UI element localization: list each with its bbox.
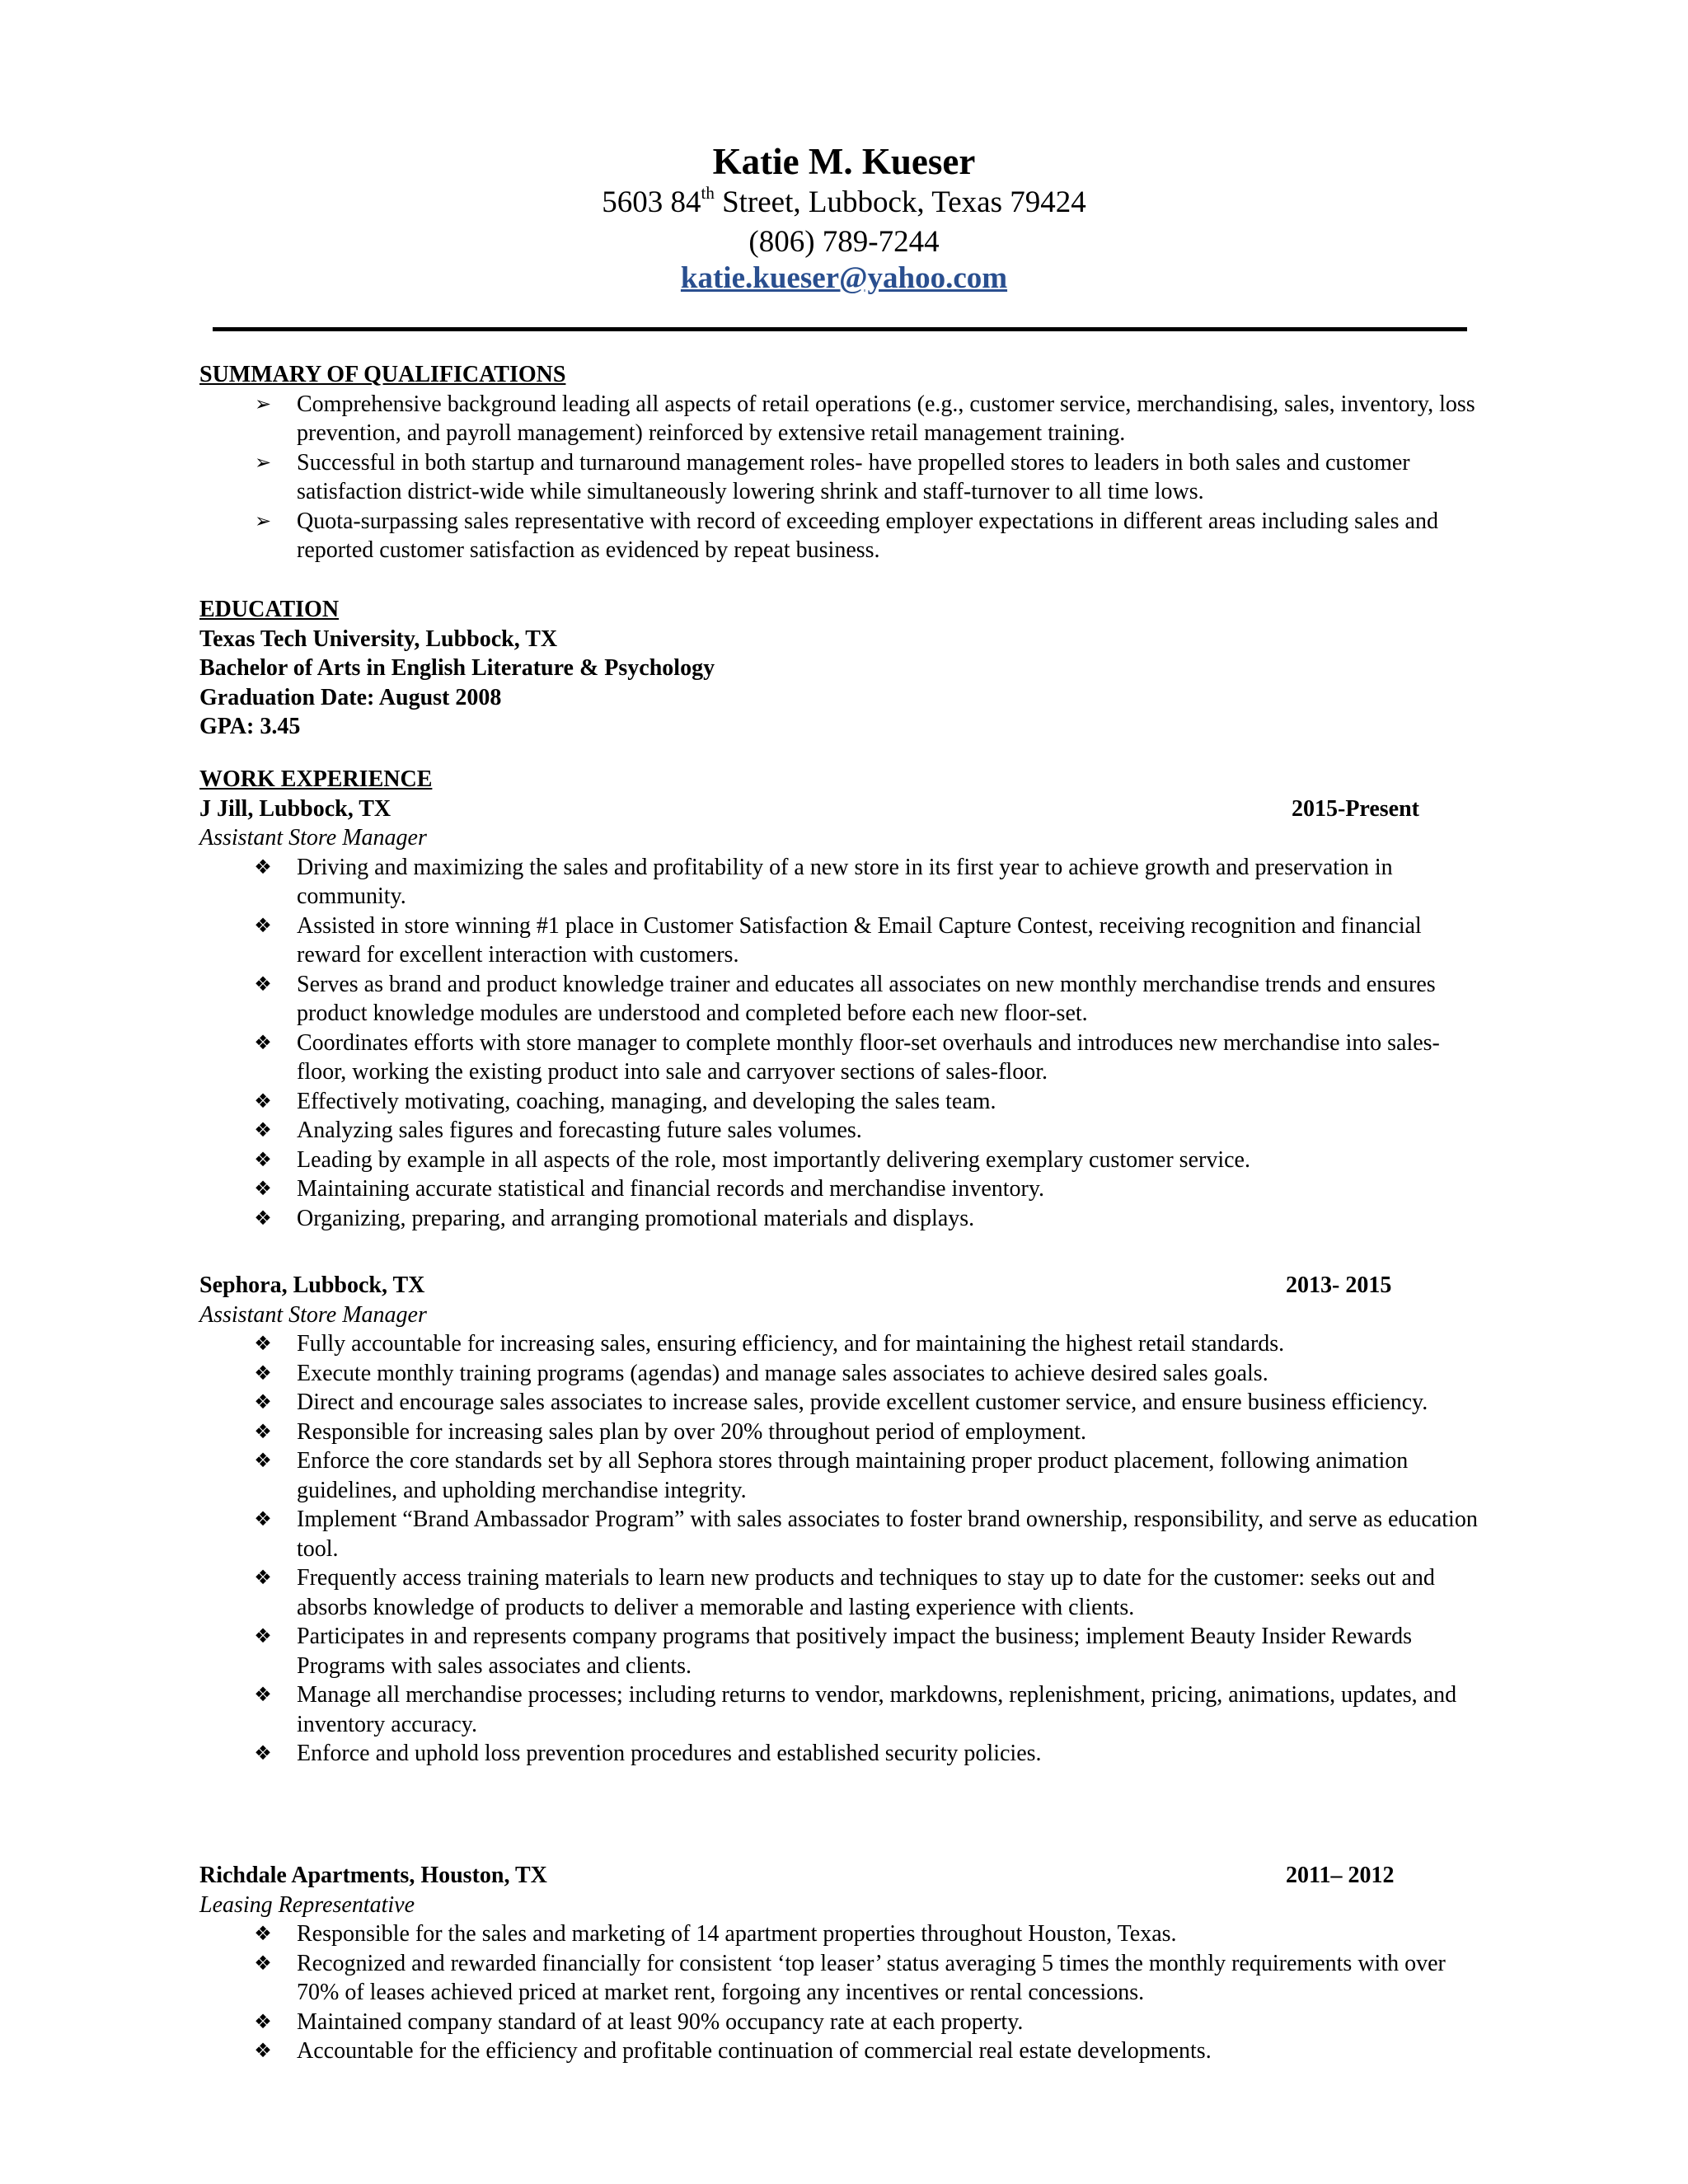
diamond-bullet-icon: ❖ — [254, 1624, 272, 1647]
address — [0, 185, 1688, 224]
work-section — [199, 765, 1485, 1233]
job-entry-richdale — [199, 1861, 1485, 2066]
employer-name: J Jill, Lubbock, TX — [199, 795, 392, 822]
summary-item: ➢ Comprehensive background leading all aspects of retail operations (e.g., customer service, merchandising, sales, inventory, loss prevention, and payroll management) reinforced by extensive retail management training. — [199, 390, 1485, 448]
diamond-bullet-icon: ❖ — [254, 1089, 272, 1113]
job-bullet: ❖ Implement “Brand Ambassador Program” with sales associates to foster brand ownership, responsibility, and serve as education tool. — [199, 1505, 1485, 1563]
education-heading: EDUCATION — [199, 597, 340, 622]
job-bullet: ❖ Direct and encourage sales associates to increase sales, provide excellent customer service, and ensure business efficiency. — [199, 1388, 1485, 1418]
job-bullet: ❖ Analyzing sales figures and forecasting future sales volumes. — [199, 1116, 1485, 1146]
job-entry-sephora — [199, 1271, 1485, 1769]
job-bullet: ❖ Participates in and represents company programs that positively impact the business; implement Beauty Insider Rewards Programs with sales associates and clients. — [199, 1622, 1485, 1680]
gpa: GPA: 3.45 — [199, 714, 301, 739]
job-title: Leasing Representative — [199, 1891, 415, 1918]
work-heading: WORK EXPERIENCE — [199, 766, 433, 792]
job-header — [199, 794, 1485, 824]
job-bullet: ❖ Frequently access training materials to learn new products and techniques to stay up to date for the customer: seeks out and absorbs knowledge of products to deliver a memorable and lasting experience with clients. — [199, 1563, 1485, 1622]
job-bullet: ❖ Execute monthly training programs (agendas) and manage sales associates to achieve desired sales goals. — [199, 1359, 1485, 1389]
diamond-bullet-icon: ❖ — [254, 1177, 272, 1200]
diamond-bullet-icon: ❖ — [254, 1566, 272, 1589]
job-bullet: ❖ Enforce and uphold loss prevention procedures and established security policies. — [199, 1739, 1485, 1769]
header-divider — [213, 327, 1467, 331]
summary-item: ➢ Successful in both startup and turnaround management roles- have propelled stores to leaders in both sales and customer satisfaction district-wide while simultaneously lowering shrink and staff-turnover to all time lows. — [199, 448, 1485, 507]
graduation-date: Graduation Date: August 2008 — [199, 684, 502, 710]
education-section — [199, 595, 1485, 742]
arrowhead-bullet-icon: ➢ — [254, 509, 272, 532]
job-bullet: ❖ Accountable for the efficiency and profitable continuation of commercial real estate developments. — [199, 2036, 1485, 2066]
job-bullet: ❖ Enforce the core standards set by all Sephora stores through maintaining proper product placement, following animation guidelines, and upholding merchandise integrity. — [199, 1446, 1485, 1505]
diamond-bullet-icon: ❖ — [254, 972, 272, 996]
employer-name: Sephora, Lubbock, TX — [199, 1272, 425, 1298]
diamond-bullet-icon: ❖ — [254, 1507, 272, 1530]
job-bullet: ❖ Recognized and rewarded financially for consistent ‘top leaser’ status averaging 5 times the monthly requirements with over 70% of leases achieved priced at market rent, forgoing any incentives or rental concessions. — [199, 1949, 1485, 2008]
job-bullet: ❖ Fully accountable for increasing sales, ensuring efficiency, and for maintaining the highest retail standards. — [199, 1329, 1485, 1359]
address-street: Street, Lubbock, Texas 79424 — [714, 185, 1086, 219]
job-bullets — [199, 1919, 1485, 2066]
diamond-bullet-icon: ❖ — [254, 1206, 272, 1230]
degree: Bachelor of Arts in English Literature & Psychology — [199, 655, 715, 681]
job-bullet: ❖ Responsible for the sales and marketing of 14 apartment properties throughout Houston, Texas. — [199, 1919, 1485, 1949]
candidate-name: Katie M. Kueser — [712, 141, 976, 182]
job-bullet: ❖ Maintained company standard of at least 90% occupancy rate at each property. — [199, 2008, 1485, 2037]
diamond-bullet-icon: ❖ — [254, 913, 272, 937]
job-dates: 2015-Present — [1292, 795, 1419, 822]
job-bullet: ❖ Manage all merchandise processes; including returns to vendor, markdowns, replenishment, pricing, animations, updates, and inventory accuracy. — [199, 1680, 1485, 1739]
summary-list — [199, 390, 1485, 565]
diamond-bullet-icon: ❖ — [254, 1449, 272, 1472]
diamond-bullet-icon: ❖ — [254, 1419, 272, 1443]
diamond-bullet-icon: ❖ — [254, 1147, 272, 1171]
resume-header — [0, 138, 1688, 298]
job-bullet: ❖ Serves as brand and product knowledge trainer and educates all associates on new monthly merchandise trends and ensures product knowledge modules are understood and completed before each new floor-set. — [199, 970, 1485, 1029]
job-bullet: ❖ Leading by example in all aspects of the role, most importantly delivering exemplary customer service. — [199, 1146, 1485, 1175]
arrowhead-bullet-icon: ➢ — [254, 391, 272, 415]
diamond-bullet-icon: ❖ — [254, 1922, 272, 1945]
address-number: 5603 84 — [602, 185, 701, 219]
job-header — [199, 1271, 1485, 1301]
job-bullet: ❖ Driving and maximizing the sales and profitability of a new store in its first year to achieve growth and preservation in community. — [199, 853, 1485, 912]
summary-heading: SUMMARY OF QUALIFICATIONS — [199, 362, 566, 387]
diamond-bullet-icon: ❖ — [254, 1030, 272, 1054]
diamond-bullet-icon: ❖ — [254, 1118, 272, 1141]
job-header — [199, 1861, 1485, 1891]
school-name: Texas Tech University, Lubbock, TX — [199, 626, 558, 652]
diamond-bullet-icon: ❖ — [254, 2009, 272, 2033]
job-title: Assistant Store Manager — [199, 825, 427, 851]
job-bullets — [199, 853, 1485, 1234]
job-bullets — [199, 1329, 1485, 1769]
address-ordinal: th — [701, 183, 715, 203]
job-bullet: ❖ Organizing, preparing, and arranging promotional materials and displays. — [199, 1204, 1485, 1234]
job-bullet: ❖ Maintaining accurate statistical and financial records and merchandise inventory. — [199, 1174, 1485, 1204]
summary-item: ➢ Quota-surpassing sales representative with record of exceeding employer expectations in different areas including sales and reported customer satisfaction as evidenced by repeat business. — [199, 507, 1485, 565]
job-bullet: ❖ Coordinates efforts with store manager to complete monthly floor-set overhauls and introduces new merchandise into sales-floor, working the existing product into sale and carryover sections of sales-floor. — [199, 1029, 1485, 1087]
job-bullet: ❖ Effectively motivating, coaching, managing, and developing the sales team. — [199, 1087, 1485, 1117]
diamond-bullet-icon: ❖ — [254, 1951, 272, 1975]
diamond-bullet-icon: ❖ — [254, 1390, 272, 1413]
summary-section — [199, 360, 1485, 565]
email-link[interactable]: katie.kueser@yahoo.com — [680, 261, 1008, 295]
job-dates: 2011– 2012 — [1286, 1863, 1395, 1888]
job-title: Assistant Store Manager — [199, 1301, 427, 1328]
arrowhead-bullet-icon: ➢ — [254, 450, 272, 474]
diamond-bullet-icon: ❖ — [254, 1332, 272, 1355]
diamond-bullet-icon: ❖ — [254, 2039, 272, 2062]
diamond-bullet-icon: ❖ — [254, 1683, 272, 1706]
job-bullet: ❖ Responsible for increasing sales plan by over 20% throughout period of employment. — [199, 1418, 1485, 1447]
diamond-bullet-icon: ❖ — [254, 1741, 272, 1765]
job-bullet: ❖ Assisted in store winning #1 place in Customer Satisfaction & Email Capture Contest, receiving recognition and financial reward for excellent interaction with customers. — [199, 912, 1485, 970]
phone-number: (806) 789-7244 — [748, 225, 940, 259]
employer-name: Richdale Apartments, Houston, TX — [199, 1863, 547, 1888]
diamond-bullet-icon: ❖ — [254, 1361, 272, 1385]
job-entry-jjill — [199, 794, 1485, 1234]
diamond-bullet-icon: ❖ — [254, 855, 272, 879]
job-dates: 2013- 2015 — [1286, 1272, 1392, 1298]
